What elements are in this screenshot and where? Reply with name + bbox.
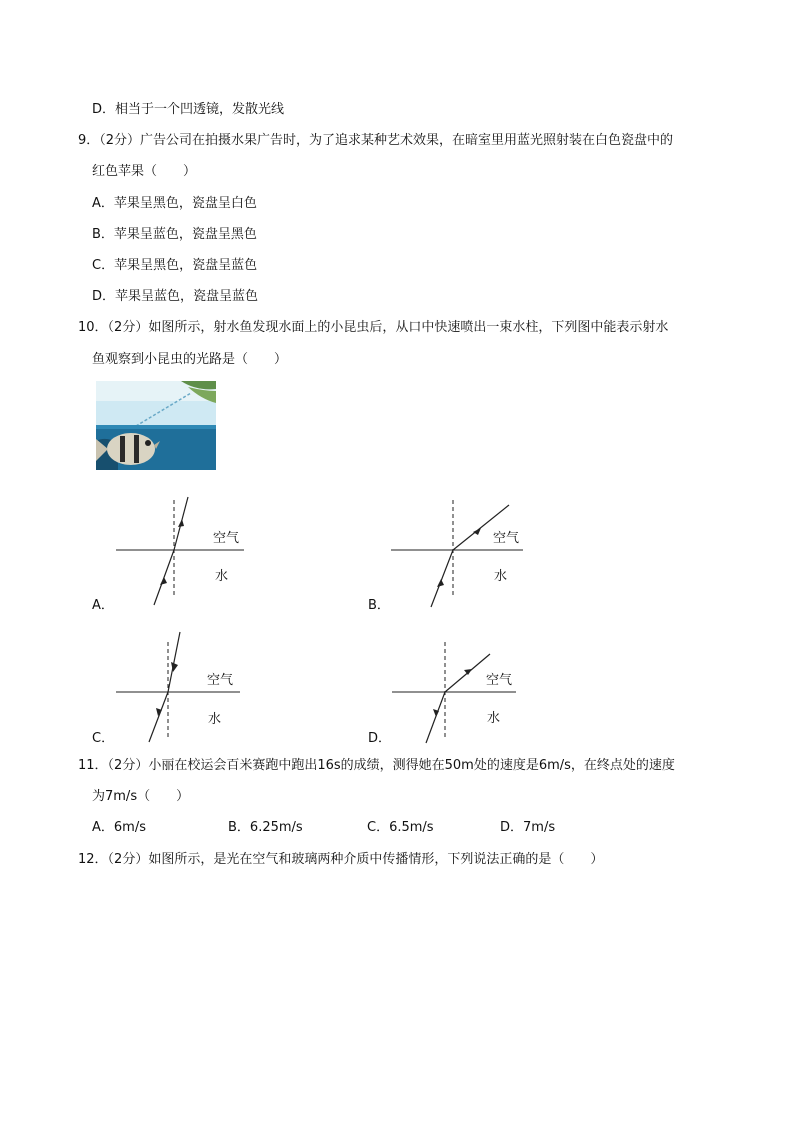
q11-stem-line1: 11．（2分）小丽在校运会百米赛跑中跑出16s的成绩，测得她在50m处的速度是6m/s，在终点处的速度 xyxy=(78,758,675,773)
q10-stem-line2: 鱼观察到小昆虫的光路是（ ） xyxy=(92,352,288,367)
diagram-a xyxy=(116,495,256,614)
diagram-a-air-label: 空气 xyxy=(213,531,240,546)
diagram-b-label: B． xyxy=(368,598,390,613)
q9-stem-line1: 9．（2分）广告公司在拍摄水果广告时，为了追求某种艺术效果，在暗室里用蓝光照射装在白色瓷盘中的 xyxy=(78,133,674,148)
diagram-d xyxy=(392,637,532,756)
diagram-d-label: D． xyxy=(368,731,392,746)
diagram-d-water-label: 水 xyxy=(487,711,501,726)
q10-stem-line1: 10．（2分）如图所示，射水鱼发现水面上的小昆虫后，从口中快速喷出一束水柱，下列图中能表示射水 xyxy=(78,320,669,335)
q11-option-d: D．7m/s xyxy=(500,820,556,835)
diagram-b xyxy=(391,495,531,614)
diagram-c xyxy=(116,632,256,751)
q9-option-b: B．苹果呈蓝色，瓷盘呈黑色 xyxy=(92,227,257,242)
q11-stem-line2: 为7m/s（ ） xyxy=(92,789,190,804)
q9-option-d: D．苹果呈蓝色，瓷盘呈蓝色 xyxy=(92,289,259,304)
q8-option-d: D．相当于一个凹透镜，发散光线 xyxy=(92,102,285,117)
diagram-c-label: C． xyxy=(92,731,115,746)
diagram-d-air-label: 空气 xyxy=(486,673,513,688)
q9-option-c: C．苹果呈黑色，瓷盘呈蓝色 xyxy=(92,258,258,273)
q11-option-c: C．6.5m/s xyxy=(367,820,434,835)
diagram-c-water-label: 水 xyxy=(208,712,222,727)
q12-stem-line1: 12．（2分）如图所示，是光在空气和玻璃两种介质中传播情形，下列说法正确的是（ ） xyxy=(78,852,604,867)
diagram-b-air-label: 空气 xyxy=(493,531,520,546)
q9-option-a: A．苹果呈黑色，瓷盘呈白色 xyxy=(92,196,257,211)
diagram-a-water-label: 水 xyxy=(215,569,229,584)
diagram-c-air-label: 空气 xyxy=(207,673,234,688)
q9-stem-line2: 红色苹果（ ） xyxy=(92,164,197,179)
q11-option-b: B．6.25m/s xyxy=(228,820,303,835)
diagram-a-label: A． xyxy=(92,598,114,613)
archer-fish-photo xyxy=(96,381,216,470)
diagram-b-water-label: 水 xyxy=(494,569,508,584)
q11-option-a: A．6m/s xyxy=(92,820,146,835)
